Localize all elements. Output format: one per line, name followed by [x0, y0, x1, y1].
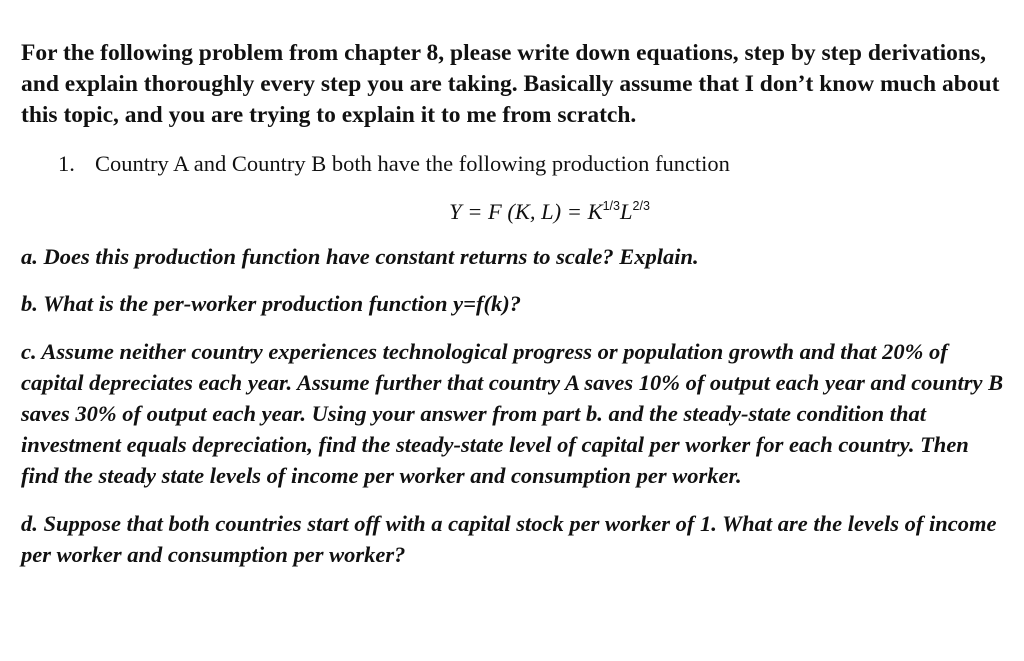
- question-b: b. What is the per-worker production function y=f(k)?: [21, 291, 521, 316]
- document-page: [21, 38, 1006, 570]
- question-d: d. Suppose that both countries start off with a capital stock per worker of 1. What are the levels of income per worker and consumption per worker?: [21, 511, 997, 567]
- k-exponent: 1/3: [602, 199, 620, 213]
- problem-text: Country A and Country B both have the following production function: [95, 151, 730, 176]
- l-exponent: 2/3: [632, 199, 650, 213]
- equation-lhs: Y = F (K, L) = K: [449, 199, 603, 224]
- instructions-paragraph: For the following problem from chapter 8, please write down equations, step by step derivations, and explain thoroughly every step you are taking. Basically assume that I don’t know much about this topic, and you are trying to explain it to me from scratch.: [21, 40, 1000, 128]
- question-a: a. Does this production function have constant returns to scale? Explain.: [21, 244, 699, 269]
- l-base: L: [620, 199, 633, 224]
- question-c: c. Assume neither country experiences technological progress or population growth and that 20% of capital depreciates each year. Assume further that country A saves 10% of output each year and country B saves 30% of output each year. Using your answer from part b. and the steady-state condition that investment equals depreciation, find the steady-state level of capital per worker for each country. Then find the steady state levels of income per worker and consumption per worker.: [21, 339, 1004, 488]
- production-function-equation: [21, 197, 1006, 227]
- problem-1: [21, 149, 1006, 179]
- problem-number: 1.: [58, 151, 75, 176]
